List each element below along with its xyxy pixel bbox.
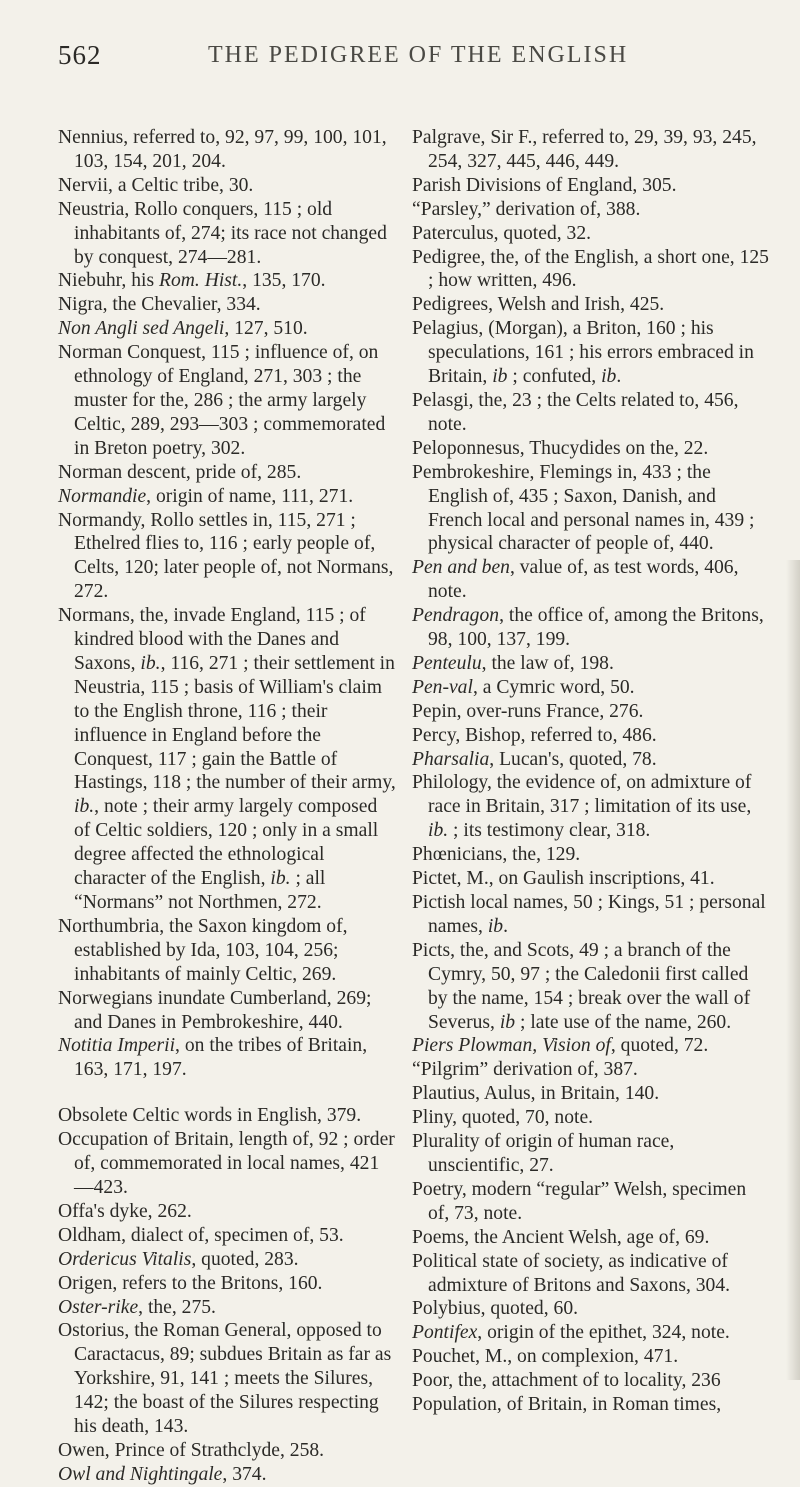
running-title: THE PEDIGREE OF THE ENGLISH bbox=[208, 42, 629, 68]
index-entry: Phœnicians, the, 129. bbox=[412, 844, 581, 866]
index-entry: Origen, refers to the Britons, 160. bbox=[58, 1272, 323, 1294]
index-entry: Niebuhr, his Rom. Hist., 135, 170. bbox=[58, 270, 326, 292]
index-entry: Norwegians inundate Cumberland, 269; and Danes in Pembrokeshire, 440. bbox=[58, 987, 372, 1033]
index-entry: Population, of Britain, in Roman times, bbox=[412, 1394, 722, 1416]
index-entry: Peloponnesus, Thucydides on the, 22. bbox=[412, 437, 709, 459]
index-entry: Pharsalia, Lucan's, quoted, 78. bbox=[412, 748, 657, 770]
index-entry: Picts, the, and Scots, 49 ; a branch of the Cymry, 50, 97 ; the Caledonii first called by the name, 154 ; break over the wall of Severus, ib ; late use of the name, 260. bbox=[412, 939, 751, 1033]
index-entry: Pembrokeshire, Flemings in, 433 ; the English of, 435 ; Saxon, Danish, and French local and personal names in, 439 ; physical character of people of, 440. bbox=[412, 461, 755, 555]
index-entry: Normandie, origin of name, 111, 271. bbox=[58, 485, 354, 507]
index-entry: Owl and Nightingale, 374. bbox=[58, 1463, 267, 1485]
index-entry: Piers Plowman, Vision of, quoted, 72. bbox=[412, 1035, 709, 1057]
index-entry: “Parsley,” derivation of, 388. bbox=[412, 198, 641, 220]
index-entry: Owen, Prince of Strathclyde, 258. bbox=[58, 1439, 325, 1461]
index-entry: Poems, the Ancient Welsh, age of, 69. bbox=[412, 1226, 710, 1248]
index-entry: Poetry, modern “regular” Welsh, specimen of, 73, note. bbox=[412, 1178, 747, 1224]
index-entry: Northumbria, the Saxon kingdom of, established by Ida, 103, 104, 256; inhabitants of mainly Celtic, 269. bbox=[58, 915, 348, 985]
index-column-right bbox=[412, 126, 772, 1417]
index-entry: Philology, the evidence of, on admixture of race in Britain, 317 ; limitation of its use, ib. ; its testimony clear, 318. bbox=[412, 772, 752, 842]
index-entry: Offa's dyke, 262. bbox=[58, 1200, 192, 1222]
index-entry: Norman descent, pride of, 285. bbox=[58, 461, 302, 483]
index-entry: Pictish local names, 50 ; Kings, 51 ; personal names, ib. bbox=[412, 892, 766, 937]
index-entry: Poor, the, attachment of to locality, 236 bbox=[412, 1370, 721, 1392]
index-entry: Percy, Bishop, referred to, 486. bbox=[412, 724, 657, 746]
index-entry: Notitia Imperii, on the tribes of Britain, 163, 171, 197. bbox=[58, 1035, 368, 1081]
index-entry: Polybius, quoted, 60. bbox=[412, 1298, 579, 1320]
index-entry: Pelasgi, the, 23 ; the Celts related to, 456, note. bbox=[412, 389, 739, 435]
index-entry: Pen-val, a Cymric word, 50. bbox=[412, 676, 635, 698]
page-edge-shadow bbox=[786, 560, 800, 1380]
index-entry: Nigra, the Chevalier, 334. bbox=[58, 294, 261, 316]
index-entry: Normandy, Rollo settles in, 115, 271 ; Ethelred flies to, 116 ; early people of, Celts, 120; later people of, not Normans, 272. bbox=[58, 509, 394, 603]
index-entry: Pontifex, origin of the epithet, 324, note. bbox=[412, 1322, 730, 1344]
index-entry: Palgrave, Sir F., referred to, 29, 39, 93, 245, 254, 327, 445, 446, 449. bbox=[412, 127, 757, 172]
index-entry: Nennius, referred to, 92, 97, 99, 100, 101, 103, 154, 201, 204. bbox=[58, 127, 387, 172]
index-entry: Pliny, quoted, 70, note. bbox=[412, 1107, 594, 1129]
index-entry: Nervii, a Celtic tribe, 30. bbox=[58, 174, 254, 196]
index-entry: Pictet, M., on Gaulish inscriptions, 41. bbox=[412, 868, 715, 890]
page-header bbox=[58, 40, 758, 76]
index-entry: Oster-rike, the, 275. bbox=[58, 1296, 216, 1318]
index-entry: Pelagius, (Morgan), a Briton, 160 ; his speculations, 161 ; his errors embraced in Britain, ib ; confuted, ib. bbox=[412, 318, 754, 388]
index-entry: Occupation of Britain, length of, 92 ; order of, commemorated in local names, 421—423. bbox=[58, 1129, 395, 1198]
index-entry: Normans, the, invade England, 115 ; of kindred blood with the Danes and Saxons, ib., 116, 271 ; their settlement in Neustria, 115 ; basis of William's claim to the English throne, 116 ; their influence in England before the Conquest, 117 ; gain the Battle of Hastings, 118 ; the number of their army, ib., note ; their army largely composed of Celtic soldiers, 120 ; only in a small degree affected the ethnological character of the English, ib. ; all “Normans” not Northmen, 272. bbox=[58, 605, 396, 913]
index-entry: Paterculus, quoted, 32. bbox=[412, 222, 592, 244]
index-entry: Plurality of origin of human race, unscientific, 27. bbox=[412, 1131, 675, 1176]
index-entry: Oldham, dialect of, specimen of, 53. bbox=[58, 1224, 344, 1246]
index-entry: “Pilgrim” derivation of, 387. bbox=[412, 1059, 638, 1081]
index-entry: Norman Conquest, 115 ; influence of, on ethnology of England, 271, 303 ; the muster for the, 286 ; the army largely Celtic, 289, 293—303 ; commemorated in Breton poetry, 302. bbox=[58, 342, 386, 459]
page-number: 562 bbox=[58, 40, 102, 70]
index-column-left bbox=[58, 126, 398, 1487]
index-entry: Political state of society, as indicative of admixture of Britons and Saxons, 304. bbox=[412, 1250, 731, 1296]
index-entry: Pepin, over-runs France, 276. bbox=[412, 700, 644, 722]
index-entry: Plautius, Aulus, in Britain, 140. bbox=[412, 1083, 660, 1105]
index-entry: Non Angli sed Angeli, 127, 510. bbox=[58, 318, 308, 340]
index-entry: Ostorius, the Roman General, opposed to Caractacus, 89; subdues Britain as far as Yorkshire, 91, 141 ; meets the Silures, 142; the boast of the Silures respecting his death, 143. bbox=[58, 1320, 392, 1438]
index-entry: Penteulu, the law of, 198. bbox=[412, 652, 614, 674]
index-entry: Pedigree, the, of the English, a short one, 125 ; how written, 496. bbox=[412, 246, 769, 292]
index-entry: Ordericus Vitalis, quoted, 283. bbox=[58, 1248, 299, 1270]
index-entry: Obsolete Celtic words in English, 379. bbox=[58, 1105, 362, 1127]
index-entry: Parish Divisions of England, 305. bbox=[412, 174, 677, 196]
index-entry: Pedigrees, Welsh and Irish, 425. bbox=[412, 294, 665, 316]
index-entry: Pendragon, the office of, among the Britons, 98, 100, 137, 199. bbox=[412, 605, 764, 651]
index-entry: Pouchet, M., on complexion, 471. bbox=[412, 1346, 679, 1368]
index-entry: Neustria, Rollo conquers, 115 ; old inhabitants of, 274; its race not changed by conquest, 274—281. bbox=[58, 198, 387, 268]
index-entry: Pen and ben, value of, as test words, 406, note. bbox=[412, 557, 739, 603]
